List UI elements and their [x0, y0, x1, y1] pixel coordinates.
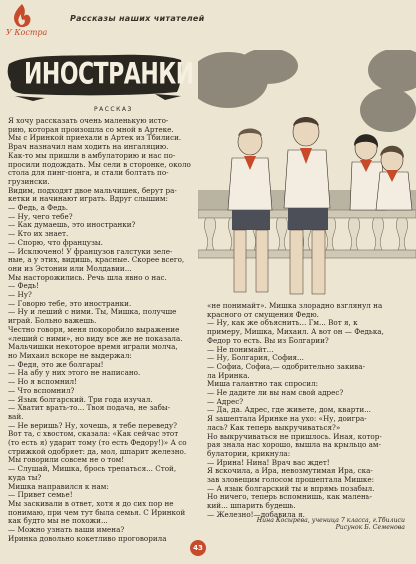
text-line: — Исключено! У французов галстуки зеле-: [8, 246, 173, 256]
text-column-right: [207, 302, 407, 520]
text-line: — Ну?: [8, 290, 32, 300]
text-line: стрижкой одобряет: да, мол, шпарит железно.: [8, 446, 187, 456]
text-line: Как-то мы пришли в амбулаторию и нас по-: [8, 150, 176, 160]
text-line: — Хватит врать-то... Твоя подача, не забы-: [8, 403, 171, 413]
text-line: «леший с ними», но виду все же не показала.: [8, 333, 183, 343]
text-line: — Спорю, что французы.: [8, 237, 103, 247]
text-line: — Федь!: [8, 281, 39, 291]
text-line: — Не понимайт...: [207, 344, 274, 354]
text-line: Я зашептала Иринке на ухо: «Ну, доигра-: [207, 414, 367, 424]
text-line: Мы заскивали в ответ, хотя я до сих пор не: [8, 498, 174, 508]
text-line: — На абу у них этого не написано.: [8, 368, 141, 378]
section-title: Рассказы наших читателей: [70, 14, 205, 23]
text-line: — Привет семье!: [8, 490, 73, 500]
text-line: понимаю, при чем тут была семья. С Иринкой: [8, 507, 186, 517]
artist-credit: Рисунок Б. Семенова: [335, 524, 405, 532]
story-genre: РАССКАЗ: [94, 106, 133, 113]
text-line: — А язык болгарский ты и впрямь позабыл.: [207, 483, 375, 493]
text-line: Но ничего, теперь вспомнишь, как малень-: [207, 492, 373, 502]
text-line: Мы с Иринкой приехали в Артек из Тбилиси.: [8, 133, 182, 143]
text-line: — Федя, это же болгары!: [8, 359, 104, 369]
signature-block: [245, 517, 405, 531]
text-line: как будто мы не похожи...: [8, 516, 108, 526]
text-line: — Софиа, Софиа,— одобрительно закива-: [207, 361, 366, 371]
text-line: Я хочу рассказать очень маленькую исто-: [8, 116, 169, 125]
text-line: Я вскочила, а Ира, невозмутимая Ира, ска-: [207, 466, 373, 476]
text-line: но Михаил вскоре не выдержал:: [8, 350, 132, 360]
text-line: играй. Больно важешь.: [8, 316, 97, 326]
text-line: — Ну и леший с ними. Ты, Мишка, получше: [8, 307, 177, 317]
text-line: — Как думаешь, это иностранки?: [8, 220, 136, 230]
text-line: — Ну, Болгария, София...: [207, 353, 304, 363]
text-column-left: [8, 117, 198, 543]
text-line: ные, а у этих, видишь, красные. Скорее всего,: [8, 255, 185, 265]
text-line: — Можно узнать ваши имена?: [8, 525, 125, 535]
text-line: — Железно!—добавила я.: [207, 509, 305, 519]
text-line: Федор то есть. Вы из Болгарии?: [207, 335, 329, 345]
text-line: — Говорю тебе, это иностранки.: [8, 298, 132, 308]
text-line: Мы говорили совсем не о том!: [8, 455, 125, 465]
text-line: Но выкручиваться не пришлось. Иная, котор-: [207, 431, 382, 441]
text-line: Иринка довольно кокетливо проговорила: [8, 533, 167, 543]
text-line: Мишка направился к нам:: [8, 481, 109, 491]
text-line: они из Эстонии или Молдавии...: [8, 263, 132, 273]
text-line: Вот та, с хвостом, сказала: «Как сейчас этот: [8, 429, 179, 439]
text-line: (то есть я) ударит тому (то есть Федору!)» А со: [8, 438, 187, 448]
text-line: — Ну, как же объяснить... Гм... Вот я, к: [207, 318, 358, 328]
text-line: Видим, подходят двое мальчишек, берут ра-: [8, 185, 177, 195]
text-line: Мы насторожились. Речь шла явно о нас.: [8, 272, 167, 282]
text-line: — Не дадите ли вы нам свой адрес?: [207, 388, 344, 398]
text-line: грузински.: [8, 176, 50, 186]
text-line: — Ирина! Нина! Врач вас ждет!: [207, 457, 330, 467]
text-line: рая знала нас хорошо, вышла на крыльцо ам-: [207, 440, 381, 450]
text-line: красного от смущения Федю.: [207, 309, 319, 319]
text-line: Честно говоря, меня покоробило выражение: [8, 324, 180, 334]
text-line: кий... шпарить будешь.: [207, 501, 296, 511]
story-title: ИНОСТРАНКИ: [24, 58, 194, 92]
text-line: кетки и начинают играть. Вдруг слышим:: [8, 194, 168, 204]
text-line: — Слушай, Мишка, брось трепаться... Стой,: [8, 464, 177, 474]
text-line: — Что вспомнил?: [8, 385, 75, 395]
text-line: рию, которая произошла со мной в Артеке.: [8, 124, 174, 134]
text-line: — Ну, чего тебе?: [8, 211, 73, 221]
illustration-children-at-balustrade: [198, 50, 416, 302]
author-credit: Нина Косырева, ученица 7 класса, г.Тбилиси: [256, 517, 405, 524]
text-line: стола для пинг-понга, и стали болтать по-: [8, 168, 169, 178]
text-line: просили подождать. Мы сели в сторонке, около: [8, 159, 191, 169]
text-line: ла Иринка.: [207, 370, 250, 380]
text-line: булатории, крикнула:: [207, 448, 291, 458]
text-line: куда ты?: [8, 472, 42, 482]
text-line: «не понимайт». Мишка злорадно взглянул на: [207, 301, 383, 310]
text-line: Врач назначил нам ходить на ингаляцию.: [8, 142, 169, 152]
text-line: — Федь, а Федь.: [8, 203, 69, 213]
text-line: зав зловещим голосом прошептала Мишке:: [207, 475, 375, 485]
text-line: — Не веришь? Ну, хочешь, я тебе переведу?: [8, 420, 177, 430]
text-line: примеру, Мишка, Михаил. А вот он — Федька,: [207, 327, 384, 337]
text-line: — Язык болгарский. Три года изучал.: [8, 394, 153, 404]
text-line: вай.: [8, 411, 24, 421]
text-line: — Кто их знает.: [8, 229, 69, 239]
text-line: лась? Как теперь выкручиваться?»: [207, 422, 341, 432]
text-line: — Да, да. Адрес, где живете, дом, кварти...: [207, 405, 371, 415]
logo-caption: У Костра: [6, 28, 48, 37]
text-line: Миша галантно так спросил:: [207, 379, 319, 389]
text-line: — Адрес?: [207, 396, 244, 406]
text-line: Мальчишки некоторое время играли молча,: [8, 342, 178, 352]
page-number: 43: [190, 540, 206, 556]
text-line: — Но я вспомнил!: [8, 377, 77, 387]
